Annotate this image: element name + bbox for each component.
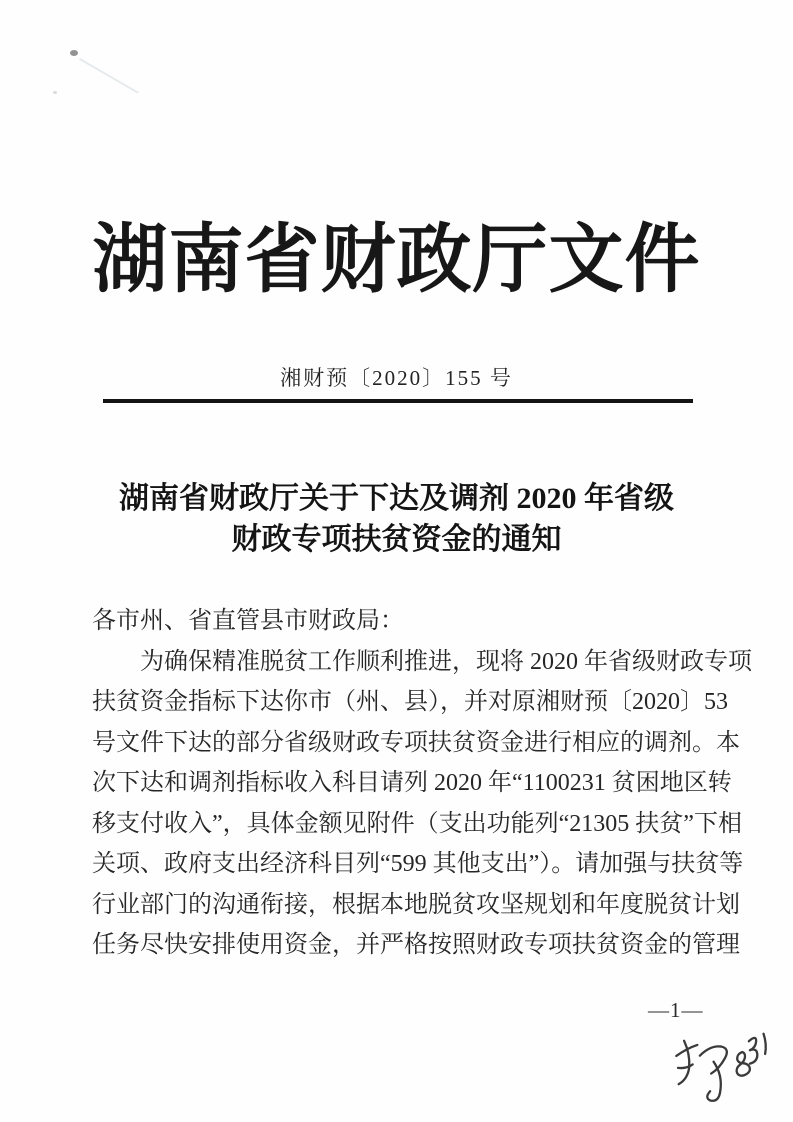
document-title-line1: 湖南省财政厅关于下达及调剂 2020 年省级 bbox=[119, 482, 674, 515]
body-line: 扶贫资金指标下达你市（州、县），并对原湘财预〔2020〕53 bbox=[92, 689, 728, 715]
scan-speck bbox=[70, 50, 78, 56]
agency-masthead-title: 湖南省财政厅文件 bbox=[92, 219, 701, 302]
body-line: 号文件下达的部分省级财政专项扶贫资金进行相应的调剂。本 bbox=[92, 729, 740, 756]
body-line: 为确保精准脱贫工作顺利推进，现将 2020 年省级财政专项 bbox=[140, 648, 752, 675]
body-line: 行业部门的沟通衔接，根据本地脱贫攻坚规划和年度脱贫计划 bbox=[92, 891, 740, 918]
body-line: 移支付收入”，具体金额见附件（支出功能列“21305 扶贫”下相 bbox=[92, 810, 742, 837]
scan-speck bbox=[53, 91, 57, 94]
handwritten-annotation bbox=[648, 1022, 780, 1122]
document-reference-number: 湘财预〔2020〕155 号 bbox=[280, 366, 513, 390]
body-line: 关项、政府支出经济科目列“599 其他支出”）。请加强与扶贫等 bbox=[92, 851, 744, 877]
body-line: 任务尽快安排使用资金，并严格按照财政专项扶贫资金的管理 bbox=[92, 932, 740, 958]
scan-smudge bbox=[79, 58, 139, 94]
salutation-line: 各市州、省直管县市财政局： bbox=[92, 608, 404, 634]
document-body bbox=[92, 601, 752, 966]
body-line: 次下达和调剂指标收入科目请列 2020 年“1100231 贫困地区转 bbox=[92, 770, 732, 796]
document-title-line2: 财政专项扶贫资金的通知 bbox=[231, 523, 562, 556]
document-title bbox=[0, 478, 793, 560]
masthead-divider-rule bbox=[103, 399, 693, 403]
page-number: —1— bbox=[648, 998, 704, 1022]
